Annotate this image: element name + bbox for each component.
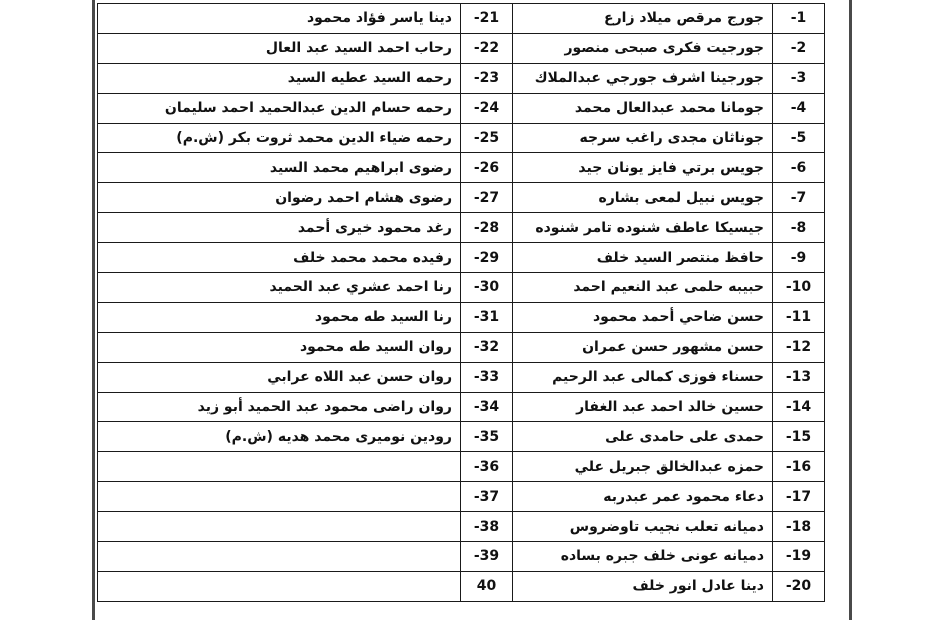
row-number-cell: -33: [461, 362, 513, 392]
row-number-cell: -39: [461, 542, 513, 572]
row-number-cell: -16: [773, 452, 825, 482]
student-name-cell: حبيبه حلمى عبد النعيم احمد: [513, 273, 773, 303]
student-name-cell: حسين خالد احمد عبد الغفار: [513, 392, 773, 422]
student-name-cell: دميانه تعلب نجيب تاوضروس: [513, 512, 773, 542]
row-number-cell: -10: [773, 273, 825, 303]
table-row: [98, 512, 825, 542]
student-name-cell: جورجينا اشرف جورجي عبدالملاك: [513, 63, 773, 93]
student-name-cell: رودين نوميرى محمد هديه (ش.م): [98, 422, 461, 452]
row-number-cell: -17: [773, 482, 825, 512]
row-number-cell: -3: [773, 63, 825, 93]
student-name-cell: رنا السيد طه محمود: [98, 302, 461, 332]
row-number-cell: -31: [461, 302, 513, 332]
row-number-cell: -28: [461, 213, 513, 243]
student-name-cell: رحمه السيد عطيه السيد: [98, 63, 461, 93]
student-name-cell: حسن مشهور حسن عمران: [513, 332, 773, 362]
table-row: [98, 542, 825, 572]
row-number-cell: -7: [773, 183, 825, 213]
student-name-cell: جويس برتي فايز يونان جيد: [513, 153, 773, 183]
row-number-cell: -8: [773, 213, 825, 243]
row-number-cell: -15: [773, 422, 825, 452]
row-number-cell: -2: [773, 33, 825, 63]
table-row: [98, 571, 825, 601]
row-number-cell: -14: [773, 392, 825, 422]
row-number-cell: -37: [461, 482, 513, 512]
student-name-cell: [98, 571, 461, 601]
student-name-cell: جيسيكا عاطف شنوده تامر شنوده: [513, 213, 773, 243]
student-name-cell: جوناثان مجدى راغب سرجه: [513, 123, 773, 153]
student-name-cell: روان السيد طه محمود: [98, 332, 461, 362]
table-row: [98, 93, 825, 123]
student-name-cell: رغد محمود خيرى أحمد: [98, 213, 461, 243]
student-name-cell: رفيده محمد محمد خلف: [98, 243, 461, 273]
row-number-cell: -25: [461, 123, 513, 153]
row-number-cell: -1: [773, 4, 825, 34]
row-number-cell: -29: [461, 243, 513, 273]
student-name-cell: رحمه ضياء الدين محمد ثروت بكر (ش.م): [98, 123, 461, 153]
table-row: [98, 4, 825, 34]
row-number-cell: -38: [461, 512, 513, 542]
student-name-cell: جورج مرقص ميلاد زارع: [513, 4, 773, 34]
student-name-cell: رحمه حسام الدين عبدالحميد احمد سليمان: [98, 93, 461, 123]
row-number-cell: -32: [461, 332, 513, 362]
table-row: [98, 392, 825, 422]
row-number-cell: -12: [773, 332, 825, 362]
row-number-cell: -24: [461, 93, 513, 123]
table-row: [98, 332, 825, 362]
table-row: [98, 153, 825, 183]
table-row: [98, 243, 825, 273]
student-name-cell: روان راضى محمود عبد الحميد أبو زيد: [98, 392, 461, 422]
student-name-cell: دعاء محمود عمر عبدربه: [513, 482, 773, 512]
student-name-cell: حسناء فوزى كمالى عبد الرحيم: [513, 362, 773, 392]
table-row: [98, 183, 825, 213]
student-name-cell: رنا احمد عشري عبد الحميد: [98, 273, 461, 303]
row-number-cell: -6: [773, 153, 825, 183]
student-name-cell: روان حسن عبد اللاه عرابي: [98, 362, 461, 392]
student-name-cell: جورجيت فكرى صبحى منصور: [513, 33, 773, 63]
student-name-cell: حافظ منتصر السيد خلف: [513, 243, 773, 273]
row-number-cell: -34: [461, 392, 513, 422]
student-name-cell: حمزه عبدالخالق جبريل علي: [513, 452, 773, 482]
student-name-cell: [98, 482, 461, 512]
table-row: [98, 213, 825, 243]
table-row: [98, 302, 825, 332]
row-number-cell: -30: [461, 273, 513, 303]
student-name-cell: [98, 512, 461, 542]
roster-body: [98, 4, 825, 602]
row-number-cell: -22: [461, 33, 513, 63]
student-name-cell: رضوى هشام احمد رضوان: [98, 183, 461, 213]
row-number-cell: -23: [461, 63, 513, 93]
row-number-cell: -18: [773, 512, 825, 542]
student-name-cell: حسن ضاحي أحمد محمود: [513, 302, 773, 332]
student-name-cell: [98, 542, 461, 572]
student-name-cell: حمدى على حامدى على: [513, 422, 773, 452]
row-number-cell: -13: [773, 362, 825, 392]
table-row: [98, 362, 825, 392]
table-row: [98, 33, 825, 63]
row-number-cell: -4: [773, 93, 825, 123]
student-name-cell: دينا عادل انور خلف: [513, 571, 773, 601]
row-number-cell: -5: [773, 123, 825, 153]
table-row: [98, 452, 825, 482]
student-name-cell: دميانه عونى خلف جبره بساده: [513, 542, 773, 572]
student-name-cell: جومانا محمد عبدالعال محمد: [513, 93, 773, 123]
student-name-cell: دينا ياسر فؤاد محمود: [98, 4, 461, 34]
row-number-cell: -11: [773, 302, 825, 332]
student-roster-table: [97, 3, 825, 602]
row-number-cell: -35: [461, 422, 513, 452]
row-number-cell: -26: [461, 153, 513, 183]
student-name-cell: رضوى ابراهيم محمد السيد: [98, 153, 461, 183]
student-name-cell: رحاب احمد السيد عبد العال: [98, 33, 461, 63]
row-number-cell: -20: [773, 571, 825, 601]
table-row: [98, 422, 825, 452]
student-name-cell: [98, 452, 461, 482]
row-number-cell: -27: [461, 183, 513, 213]
row-number-cell: -36: [461, 452, 513, 482]
table-row: [98, 482, 825, 512]
table-row: [98, 123, 825, 153]
row-number-cell: -19: [773, 542, 825, 572]
table-row: [98, 273, 825, 303]
row-number-cell: -21: [461, 4, 513, 34]
row-number-cell: 40: [461, 571, 513, 601]
row-number-cell: -9: [773, 243, 825, 273]
table-row: [98, 63, 825, 93]
student-name-cell: جويس نبيل لمعى بشاره: [513, 183, 773, 213]
